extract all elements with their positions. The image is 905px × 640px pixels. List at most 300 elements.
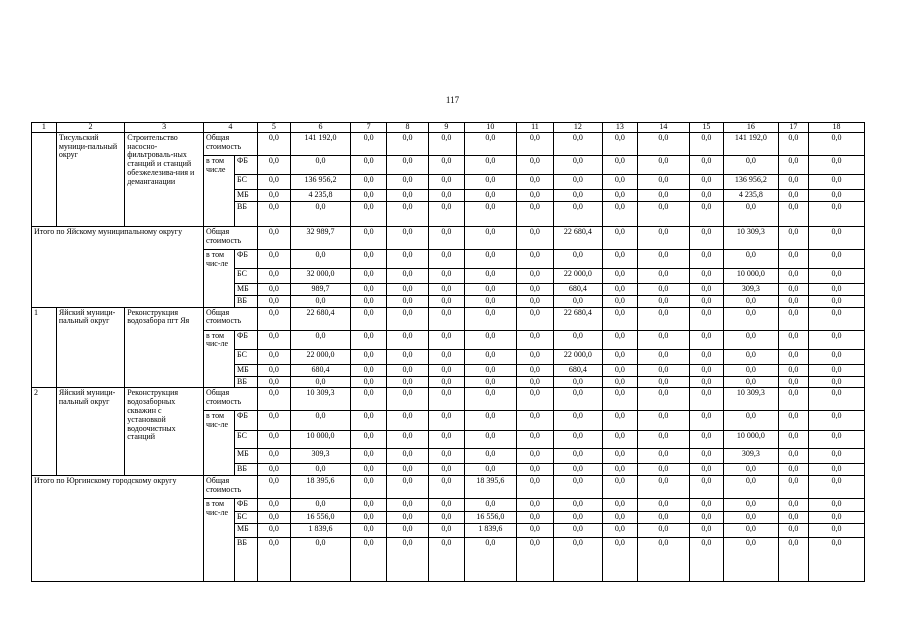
value-cell: 0,0	[778, 307, 808, 330]
value-cell: 0,0	[637, 538, 689, 582]
value-cell: 0,0	[808, 132, 864, 155]
value-cell: 0,0	[351, 174, 387, 189]
value-cell: 0,0	[689, 330, 723, 349]
value-cell: 0,0	[778, 538, 808, 582]
value-cell: 0,0	[778, 174, 808, 189]
value-cell: 0,0	[602, 376, 637, 388]
value-cell: 136 956,2	[723, 174, 778, 189]
value-cell: 0,0	[637, 431, 689, 449]
value-cell: 0,0	[351, 226, 387, 249]
table-body	[32, 123, 865, 582]
value-cell: 0,0	[387, 201, 428, 226]
value-cell: 0,0	[351, 268, 387, 283]
value-cell: 0,0	[387, 476, 428, 499]
value-cell: 0,0	[516, 226, 553, 249]
value-cell: 0,0	[387, 364, 428, 376]
value-cell: 1 839,6	[290, 524, 350, 538]
value-cell: 0,0	[602, 132, 637, 155]
value-cell: 0,0	[689, 283, 723, 295]
value-cell: 0,0	[778, 189, 808, 201]
funding-source-code: ВБ	[235, 538, 258, 582]
value-cell: 0,0	[689, 499, 723, 512]
value-cell: 0,0	[257, 307, 290, 330]
value-cell: 18 395,6	[464, 476, 516, 499]
value-cell: 0,0	[808, 249, 864, 268]
total-cost-label: Общая стоимость	[203, 226, 257, 249]
row-number: 2	[32, 388, 57, 476]
value-cell: 0,0	[464, 174, 516, 189]
funding-source-code: БС	[235, 512, 258, 524]
value-cell: 0,0	[290, 295, 350, 307]
funding-source-code: ФБ	[235, 249, 258, 268]
value-cell: 680,4	[290, 364, 350, 376]
value-cell: 0,0	[516, 283, 553, 295]
value-cell: 0,0	[351, 476, 387, 499]
value-cell: 0,0	[428, 538, 464, 582]
value-cell: 0,0	[689, 132, 723, 155]
value-cell: 0,0	[689, 295, 723, 307]
value-cell: 0,0	[554, 449, 603, 464]
value-cell: 0,0	[257, 174, 290, 189]
value-cell: 22 680,4	[554, 307, 603, 330]
value-cell: 0,0	[257, 512, 290, 524]
value-cell: 0,0	[257, 132, 290, 155]
header-cell: 1	[32, 123, 57, 133]
value-cell: 0,0	[464, 201, 516, 226]
header-cell: 4	[203, 123, 257, 133]
value-cell: 0,0	[516, 201, 553, 226]
value-cell: 0,0	[637, 512, 689, 524]
total-cost-label: Общая стоимость	[203, 307, 257, 330]
funding-source-code: БС	[235, 431, 258, 449]
value-cell: 0,0	[637, 364, 689, 376]
value-cell: 0,0	[637, 376, 689, 388]
value-cell: 0,0	[516, 431, 553, 449]
value-cell: 10 000,0	[723, 268, 778, 283]
project-cell: Строительство насосно-фильтроваль-ных станций и станций обезжелезива-ния и деманганации	[125, 132, 204, 226]
value-cell: 141 192,0	[290, 132, 350, 155]
value-cell: 0,0	[808, 476, 864, 499]
value-cell: 0,0	[778, 464, 808, 476]
value-cell: 0,0	[808, 512, 864, 524]
value-cell: 0,0	[602, 449, 637, 464]
value-cell: 0,0	[428, 349, 464, 364]
funding-source-code: МБ	[235, 449, 258, 464]
total-cost-label: Общая стоимость	[203, 476, 257, 499]
value-cell: 0,0	[387, 512, 428, 524]
value-cell: 0,0	[808, 538, 864, 582]
value-cell: 0,0	[689, 464, 723, 476]
value-cell: 10 000,0	[723, 431, 778, 449]
value-cell: 0,0	[554, 431, 603, 449]
value-cell: 0,0	[602, 411, 637, 431]
value-cell: 0,0	[516, 524, 553, 538]
value-cell: 16 556,0	[290, 512, 350, 524]
value-cell: 0,0	[387, 295, 428, 307]
value-cell: 0,0	[637, 388, 689, 411]
value-cell: 0,0	[257, 538, 290, 582]
value-cell: 0,0	[778, 411, 808, 431]
value-cell: 0,0	[257, 476, 290, 499]
value-cell: 0,0	[602, 499, 637, 512]
value-cell: 0,0	[554, 330, 603, 349]
value-cell: 0,0	[689, 476, 723, 499]
value-cell: 0,0	[602, 476, 637, 499]
value-cell: 0,0	[637, 283, 689, 295]
value-cell: 22 000,0	[554, 349, 603, 364]
value-cell: 0,0	[637, 449, 689, 464]
value-cell: 10 309,3	[290, 388, 350, 411]
value-cell: 0,0	[808, 174, 864, 189]
value-cell: 0,0	[257, 499, 290, 512]
value-cell: 0,0	[516, 499, 553, 512]
value-cell: 0,0	[602, 388, 637, 411]
value-cell: 0,0	[602, 268, 637, 283]
value-cell: 0,0	[808, 330, 864, 349]
value-cell: 0,0	[778, 226, 808, 249]
value-cell: 0,0	[602, 174, 637, 189]
value-cell: 0,0	[464, 411, 516, 431]
value-cell: 0,0	[808, 226, 864, 249]
value-cell: 141 192,0	[723, 132, 778, 155]
value-cell: 0,0	[689, 155, 723, 174]
value-cell: 4 235,8	[723, 189, 778, 201]
value-cell: 0,0	[778, 295, 808, 307]
value-cell: 0,0	[464, 307, 516, 330]
value-cell: 0,0	[637, 268, 689, 283]
value-cell: 0,0	[554, 524, 603, 538]
value-cell: 0,0	[516, 449, 553, 464]
value-cell: 0,0	[689, 364, 723, 376]
value-cell: 0,0	[351, 330, 387, 349]
value-cell: 309,3	[723, 283, 778, 295]
value-cell: 0,0	[689, 411, 723, 431]
total-cost-label: Общая стоимость	[203, 388, 257, 411]
value-cell: 0,0	[387, 268, 428, 283]
value-cell: 0,0	[464, 376, 516, 388]
value-cell: 0,0	[554, 512, 603, 524]
value-cell: 0,0	[351, 464, 387, 476]
value-cell: 0,0	[554, 464, 603, 476]
header-cell: 14	[637, 123, 689, 133]
subtotal-label: Итого по Яйскому муниципальному округу	[32, 226, 204, 307]
value-cell: 0,0	[464, 226, 516, 249]
value-cell: 0,0	[808, 388, 864, 411]
header-cell: 8	[387, 123, 428, 133]
value-cell: 0,0	[351, 449, 387, 464]
value-cell: 0,0	[602, 226, 637, 249]
value-cell: 0,0	[516, 411, 553, 431]
value-cell: 0,0	[808, 155, 864, 174]
value-cell: 0,0	[351, 431, 387, 449]
value-cell: 0,0	[689, 524, 723, 538]
value-cell: 0,0	[778, 431, 808, 449]
value-cell: 0,0	[351, 364, 387, 376]
value-cell: 0,0	[428, 512, 464, 524]
value-cell: 22 000,0	[554, 268, 603, 283]
including-label: в том чис-ле	[203, 249, 234, 307]
value-cell: 0,0	[808, 295, 864, 307]
value-cell: 0,0	[351, 388, 387, 411]
value-cell: 0,0	[464, 249, 516, 268]
value-cell: 0,0	[723, 249, 778, 268]
funding-source-code: ВБ	[235, 376, 258, 388]
value-cell: 0,0	[387, 449, 428, 464]
value-cell: 0,0	[257, 330, 290, 349]
value-cell: 10 309,3	[723, 388, 778, 411]
value-cell: 0,0	[637, 201, 689, 226]
value-cell: 0,0	[689, 189, 723, 201]
value-cell: 136 956,2	[290, 174, 350, 189]
value-cell: 0,0	[257, 524, 290, 538]
value-cell: 0,0	[351, 538, 387, 582]
value-cell: 0,0	[723, 307, 778, 330]
funding-source-code: ФБ	[235, 499, 258, 512]
value-cell: 0,0	[464, 349, 516, 364]
value-cell: 0,0	[723, 499, 778, 512]
value-cell: 0,0	[554, 249, 603, 268]
value-cell: 0,0	[554, 201, 603, 226]
value-cell: 0,0	[723, 201, 778, 226]
value-cell: 0,0	[464, 155, 516, 174]
including-label: в том чис-ле	[203, 330, 234, 388]
value-cell: 680,4	[554, 283, 603, 295]
value-cell: 0,0	[637, 330, 689, 349]
funding-source-code: БС	[235, 268, 258, 283]
value-cell: 0,0	[290, 201, 350, 226]
value-cell: 0,0	[290, 411, 350, 431]
value-cell: 0,0	[290, 499, 350, 512]
municipality-cell: Яйский муници-пальный округ	[56, 388, 124, 476]
value-cell: 0,0	[428, 376, 464, 388]
value-cell: 0,0	[778, 283, 808, 295]
header-cell: 6	[290, 123, 350, 133]
value-cell: 32 989,7	[290, 226, 350, 249]
value-cell: 0,0	[554, 538, 603, 582]
value-cell: 0,0	[778, 132, 808, 155]
value-cell: 0,0	[637, 307, 689, 330]
value-cell: 0,0	[257, 295, 290, 307]
value-cell: 0,0	[723, 364, 778, 376]
value-cell: 0,0	[778, 376, 808, 388]
value-cell: 0,0	[351, 499, 387, 512]
value-cell: 309,3	[290, 449, 350, 464]
table-row	[32, 132, 865, 155]
value-cell: 0,0	[387, 464, 428, 476]
funding-source-code: БС	[235, 349, 258, 364]
value-cell: 0,0	[257, 268, 290, 283]
value-cell: 0,0	[516, 330, 553, 349]
value-cell: 0,0	[689, 307, 723, 330]
value-cell: 0,0	[428, 132, 464, 155]
value-cell: 0,0	[637, 499, 689, 512]
value-cell: 0,0	[257, 189, 290, 201]
header-cell: 13	[602, 123, 637, 133]
value-cell: 0,0	[428, 449, 464, 464]
value-cell: 0,0	[428, 464, 464, 476]
value-cell: 0,0	[808, 431, 864, 449]
value-cell: 0,0	[723, 295, 778, 307]
value-cell: 22 680,4	[290, 307, 350, 330]
row-number: 1	[32, 307, 57, 388]
value-cell: 0,0	[778, 249, 808, 268]
value-cell: 0,0	[637, 349, 689, 364]
value-cell: 0,0	[428, 330, 464, 349]
funding-source-code: ФБ	[235, 411, 258, 431]
value-cell: 0,0	[723, 330, 778, 349]
value-cell: 0,0	[602, 307, 637, 330]
value-cell: 0,0	[464, 295, 516, 307]
value-cell: 0,0	[554, 376, 603, 388]
value-cell: 0,0	[428, 155, 464, 174]
value-cell: 0,0	[351, 249, 387, 268]
value-cell: 0,0	[351, 349, 387, 364]
value-cell: 0,0	[516, 155, 553, 174]
value-cell: 680,4	[554, 364, 603, 376]
header-cell: 16	[723, 123, 778, 133]
header-cell: 17	[778, 123, 808, 133]
value-cell: 0,0	[778, 449, 808, 464]
value-cell: 0,0	[778, 499, 808, 512]
value-cell: 0,0	[637, 226, 689, 249]
value-cell: 0,0	[689, 268, 723, 283]
value-cell: 0,0	[808, 499, 864, 512]
funding-source-code: ВБ	[235, 201, 258, 226]
value-cell: 0,0	[351, 376, 387, 388]
value-cell: 0,0	[723, 476, 778, 499]
value-cell: 0,0	[689, 388, 723, 411]
value-cell: 0,0	[602, 512, 637, 524]
value-cell: 0,0	[602, 538, 637, 582]
value-cell: 0,0	[778, 524, 808, 538]
value-cell: 0,0	[689, 249, 723, 268]
value-cell: 0,0	[516, 189, 553, 201]
value-cell: 0,0	[428, 524, 464, 538]
value-cell: 0,0	[637, 189, 689, 201]
value-cell: 0,0	[257, 431, 290, 449]
value-cell: 0,0	[689, 349, 723, 364]
value-cell: 0,0	[723, 155, 778, 174]
funding-source-code: МБ	[235, 524, 258, 538]
funding-source-code: МБ	[235, 364, 258, 376]
value-cell: 0,0	[637, 132, 689, 155]
value-cell: 0,0	[464, 449, 516, 464]
value-cell: 0,0	[637, 476, 689, 499]
value-cell: 0,0	[351, 155, 387, 174]
value-cell: 0,0	[778, 155, 808, 174]
funding-source-code: МБ	[235, 283, 258, 295]
including-label: в том чис-ле	[203, 499, 234, 582]
value-cell: 0,0	[464, 283, 516, 295]
value-cell: 0,0	[723, 524, 778, 538]
including-label: в том чис-ле	[203, 411, 234, 476]
header-cell: 2	[56, 123, 124, 133]
value-cell: 0,0	[428, 295, 464, 307]
value-cell: 0,0	[351, 283, 387, 295]
value-cell: 0,0	[516, 307, 553, 330]
value-cell: 0,0	[464, 189, 516, 201]
value-cell: 0,0	[808, 201, 864, 226]
value-cell: 0,0	[554, 155, 603, 174]
including-label: в том числе	[203, 155, 234, 226]
value-cell: 0,0	[637, 249, 689, 268]
value-cell: 0,0	[428, 174, 464, 189]
value-cell: 0,0	[387, 538, 428, 582]
value-cell: 0,0	[637, 295, 689, 307]
value-cell: 0,0	[554, 499, 603, 512]
value-cell: 0,0	[808, 349, 864, 364]
value-cell: 0,0	[516, 295, 553, 307]
value-cell: 0,0	[808, 364, 864, 376]
value-cell: 0,0	[778, 201, 808, 226]
subtotal-label: Итого по Юргинскому городскому округу	[32, 476, 204, 582]
value-cell: 0,0	[554, 189, 603, 201]
value-cell: 0,0	[723, 349, 778, 364]
value-cell: 0,0	[723, 411, 778, 431]
project-cell: Реконструкция водозаборных скважин с установкой водоочистных станций	[125, 388, 204, 476]
header-cell: 3	[125, 123, 204, 133]
value-cell: 0,0	[516, 349, 553, 364]
value-cell: 0,0	[778, 349, 808, 364]
municipality-cell: Тисульский муници-пальный округ	[56, 132, 124, 226]
table-row	[32, 388, 865, 411]
value-cell: 0,0	[464, 364, 516, 376]
value-cell: 0,0	[290, 464, 350, 476]
header-cell: 18	[808, 123, 864, 133]
header-row	[32, 123, 865, 133]
value-cell: 0,0	[428, 268, 464, 283]
value-cell: 0,0	[257, 449, 290, 464]
value-cell: 0,0	[464, 538, 516, 582]
value-cell: 0,0	[387, 376, 428, 388]
value-cell: 0,0	[428, 249, 464, 268]
value-cell: 0,0	[387, 155, 428, 174]
value-cell: 0,0	[516, 388, 553, 411]
funding-source-code: БС	[235, 174, 258, 189]
value-cell: 4 235,8	[290, 189, 350, 201]
value-cell: 0,0	[689, 538, 723, 582]
value-cell: 0,0	[637, 524, 689, 538]
value-cell: 22 680,4	[554, 226, 603, 249]
value-cell: 0,0	[290, 155, 350, 174]
value-cell: 0,0	[778, 330, 808, 349]
value-cell: 0,0	[516, 364, 553, 376]
value-cell: 0,0	[778, 476, 808, 499]
value-cell: 0,0	[351, 512, 387, 524]
value-cell: 10 000,0	[290, 431, 350, 449]
value-cell: 0,0	[516, 174, 553, 189]
value-cell: 0,0	[257, 411, 290, 431]
value-cell: 0,0	[689, 431, 723, 449]
value-cell: 0,0	[778, 364, 808, 376]
value-cell: 0,0	[516, 512, 553, 524]
value-cell: 0,0	[554, 476, 603, 499]
value-cell: 0,0	[428, 307, 464, 330]
value-cell: 0,0	[516, 132, 553, 155]
header-cell: 7	[351, 123, 387, 133]
value-cell: 0,0	[554, 295, 603, 307]
value-cell: 0,0	[464, 499, 516, 512]
subtotal-row	[32, 226, 865, 249]
value-cell: 0,0	[464, 388, 516, 411]
value-cell: 0,0	[689, 512, 723, 524]
value-cell: 0,0	[723, 538, 778, 582]
value-cell: 0,0	[428, 201, 464, 226]
value-cell: 0,0	[778, 512, 808, 524]
value-cell: 32 000,0	[290, 268, 350, 283]
value-cell: 16 556,0	[464, 512, 516, 524]
value-cell: 0,0	[387, 499, 428, 512]
